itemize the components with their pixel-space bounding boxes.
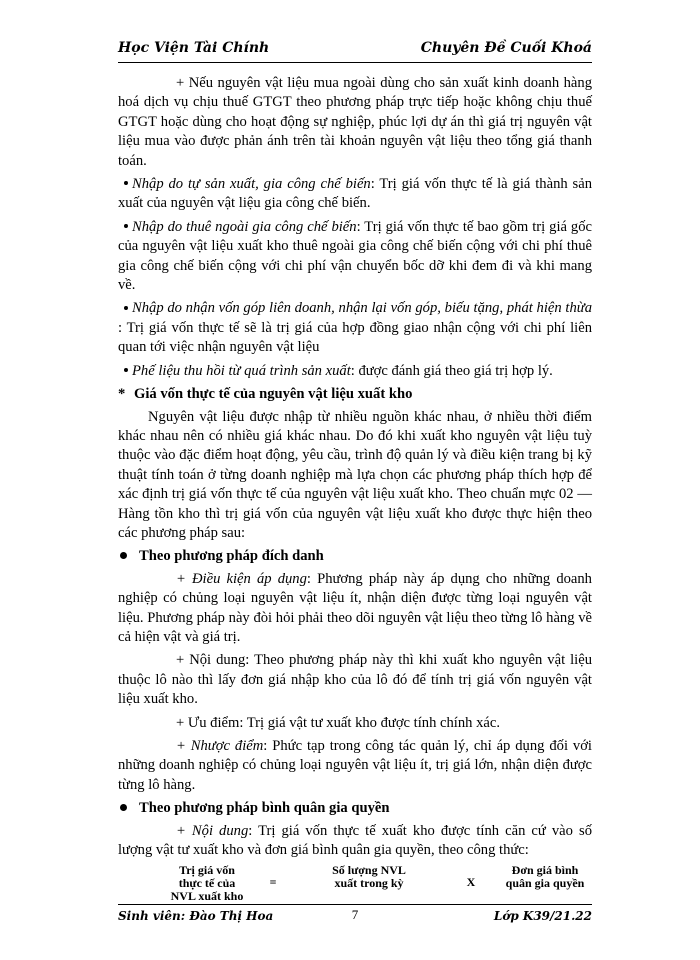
bullet-label: Nhập do nhận vốn góp liên doanh, nhận lại vốn góp, biếu tặng, phát hiện thừa — [132, 300, 592, 317]
bullet-item — [118, 175, 592, 214]
formula-lhs-line: NVL xuất kho — [170, 889, 244, 904]
paragraph: Nguyên vật liệu được nhập từ nhiều nguồn khác nhau, ở nhiều thời điểm khác nhau nên có nhiều giá khác nhau. Do đó khi xuất kho nguyên vật liệu tuỳ thuộc vào đặc điểm hoạt động, yêu cầu, trình độ quản lý và điều kiện trang bị kỹ thuật tính toán ở từng doanh nghiệp mà lựa chọn các phương pháp thích hợp để xác định trị giá vốn thực tế của nguyên vật liệu xuất kho. Theo chuẩn mực 02 — Hàng tồn kho thì trị giá vốn của nguyên vật liệu xuất kho được thực hiện theo các phương pháp sau: — [118, 408, 592, 541]
header-left: Học Viện Tài Chính — [118, 40, 270, 56]
bullet-item — [118, 299, 592, 357]
formula-mid-line: Số lượng NVL — [332, 863, 406, 878]
formula-rhs-line: quân gia quyền — [505, 876, 585, 891]
paragraph-text: : Phức tạp trong công tác quản lý, chỉ áp dụng đối với những doanh nghiệp có chủng loại nguyên vật liệu ít, trị giá lớn, nhận diện được từng lô hàng. — [118, 738, 592, 793]
paragraph — [118, 570, 592, 648]
formula-mid-line: xuất trong kỳ — [334, 876, 404, 891]
formula-rhs-line: Đơn giá bình — [511, 863, 579, 878]
paragraph-label: + Nhược điểm — [176, 738, 264, 754]
bullet-text: : Trị giá vốn thực tế bao gồm trị giá gốc của nguyên vật liệu xuất kho thuê ngoài gia công chế biến cộng với chi phí thuê gia công chế biến cộng với chi phí vận chuyển bốc dỡ khi đem đi và khi mang về. — [118, 218, 592, 294]
heading-text: Theo phương pháp bình quân gia quyền — [139, 800, 390, 817]
formula-rhs — [490, 864, 600, 890]
formula-lhs-line: thực tế của — [178, 876, 236, 891]
paragraph — [118, 822, 592, 861]
page-footer — [118, 904, 592, 925]
section-heading — [118, 385, 592, 404]
bullet-label: Phế liệu thu hồi từ quá trình sản xuất — [132, 362, 351, 379]
formula-times: X — [466, 875, 476, 890]
page-body — [118, 74, 592, 908]
paragraph-label: + Nội dung — [176, 822, 249, 839]
star-icon: * — [118, 386, 126, 403]
paragraph-text: : Phương pháp này áp dụng cho những doanh nghiệp có chủng loại nguyên vật liệu ít, nhận diện được từng loại nguyên vật liệu. Phương pháp này đòi hỏi phải theo dõi nguyên vật liệu theo từng lô hàng về cả hiện vật và giá trị. — [118, 570, 592, 645]
bullet-icon — [120, 804, 127, 811]
formula-lhs-line: Trị giá vốn — [179, 863, 235, 878]
paragraph: + Nội dung: Theo phương pháp này thì khi xuất kho nguyên vật liệu thuộc lô nào thì lấy đơn giá nhập kho của lô đó để tính trị giá vốn nguyên vật liệu xuất kho. — [118, 652, 592, 708]
footer-left: Sinh viên: Đào Thị Hoa — [118, 909, 274, 923]
bullet-item — [118, 362, 592, 381]
page-header — [118, 40, 592, 63]
method-heading — [118, 547, 592, 566]
paragraph-text: : Trị giá vốn thực tế xuất kho được tính căn cứ vào số lượng vật tư xuất kho và đơn giá bình quân gia quyền, theo công thức: — [118, 822, 592, 859]
formula — [118, 864, 592, 908]
bullet-text: : Trị giá vốn thực tế là giá thành sản xuất của nguyên vật liệu gia công chế biến. — [118, 176, 592, 212]
footer-right: Lớp K39/21.22 — [493, 909, 592, 923]
bullet-icon — [124, 181, 128, 185]
formula-equals: = — [269, 875, 277, 890]
page-number: 7 — [351, 907, 359, 922]
bullet-text: : được đánh giá theo giá trị hợp lý. — [350, 362, 553, 379]
method-heading — [118, 799, 592, 818]
heading-text: Theo phương pháp đích danh — [139, 548, 324, 565]
paragraph: + Ưu điểm: Trị giá vật tư xuất kho được tính chính xác. — [176, 714, 500, 731]
bullet-icon — [124, 368, 128, 372]
header-right: Chuyên Đề Cuối Khoá — [420, 40, 592, 56]
bullet-item — [118, 218, 592, 296]
bullet-icon — [124, 224, 128, 228]
paragraph: + Nếu nguyên vật liệu mua ngoài dùng cho sản xuất kinh doanh hàng hoá dịch vụ chịu thuế GTGT theo phương pháp trực tiếp hoặc không chịu thuế GTGT hoặc dùng cho hoạt động sự nghiệp, phúc lợi dự án thì giá trị nguyên vật liệu mua vào được phản ánh trên tài khoản nguyên vật liệu theo tổng giá thanh toán. — [118, 75, 592, 169]
bullet-icon — [124, 306, 128, 310]
bullet-label: Nhập do thuê ngoài gia công chế biến — [132, 218, 357, 235]
paragraph — [118, 737, 592, 795]
formula-mid — [314, 864, 424, 890]
paragraph-label: + Điều kiện áp dụng — [176, 570, 307, 587]
bullet-icon — [120, 552, 127, 559]
formula-lhs — [152, 864, 262, 903]
bullet-label: Nhập do tự sản xuất, gia công chế biến — [132, 176, 371, 193]
heading-text: Giá vốn thực tế của nguyên vật liệu xuất kho — [134, 386, 413, 403]
bullet-text: : Trị giá vốn thực tế sẽ là trị giá của hợp đồng giao nhận cộng với chi phí liên quan tới việc nhận nguyên vật liệu — [118, 319, 592, 356]
